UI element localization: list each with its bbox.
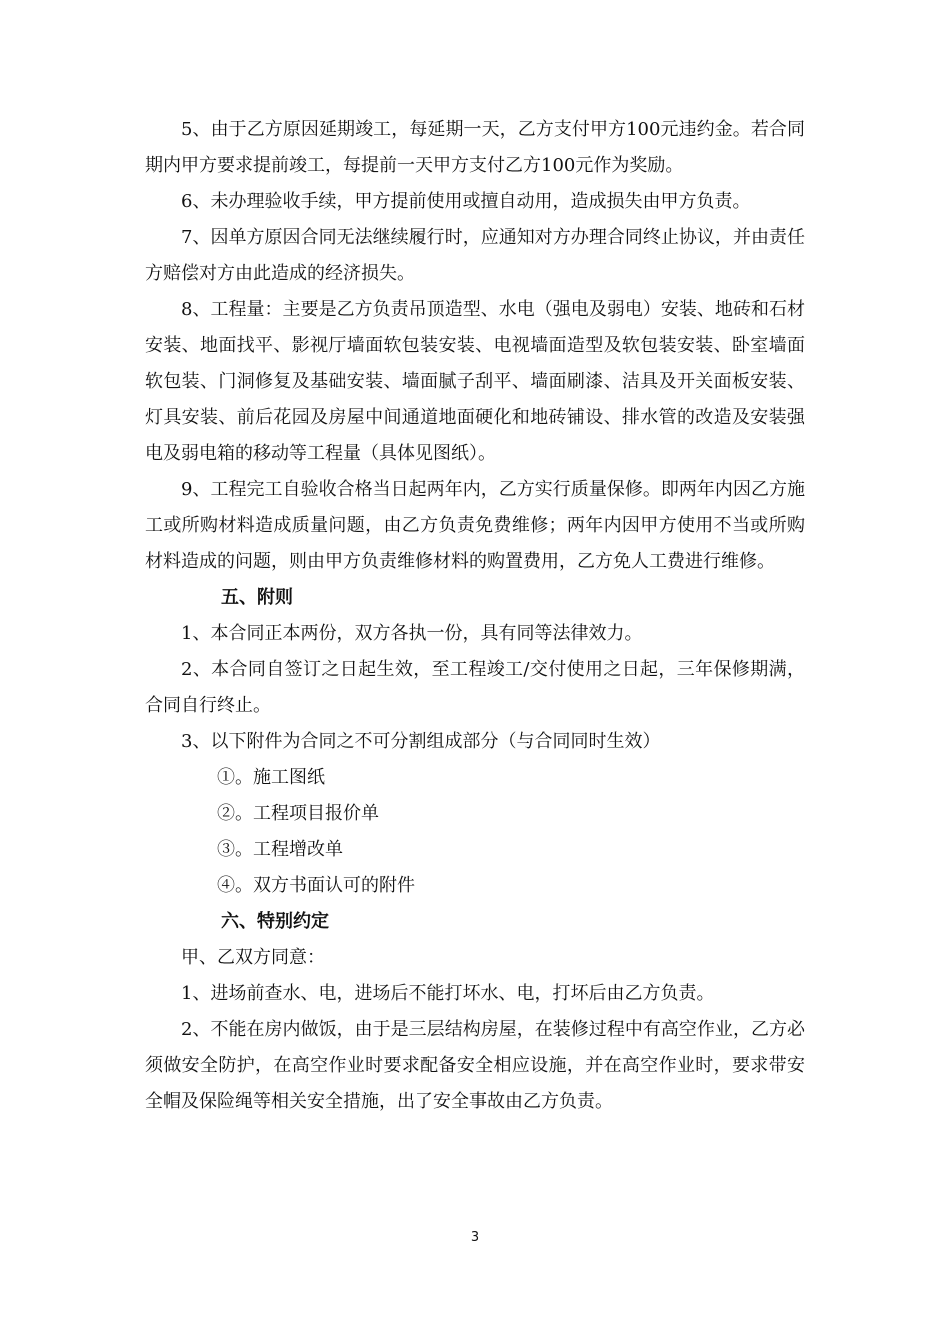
document-page <box>145 112 805 1120</box>
special-item-2: 2、不能在房内做饭，由于是三层结构房屋，在装修过程中有高空作业，乙方必须做安全防护，在高空作业时要求配备安全相应设施，并在高空作业时，要求带安全帽及保险绳等相关安全措施，出了安全事故由乙方负责。 <box>145 1019 805 1112</box>
clause-7: 7、因单方原因合同无法继续履行时，应通知对方办理合同终止协议，并由责任方赔偿对方由此造成的经济损失。 <box>145 227 805 284</box>
clause-6: 6、未办理验收手续，甲方提前使用或擅自动用，造成损失由甲方负责。 <box>181 191 751 212</box>
special-item-1: 1、进场前查水、电，进场后不能打坏水、电，打坏后由乙方负责。 <box>181 983 715 1004</box>
section-heading-special: 六、特别约定 <box>221 911 329 932</box>
attachment-item-3: ③。工程增改单 <box>217 839 343 860</box>
attachment-item-4: ④。双方书面认可的附件 <box>217 875 415 896</box>
appendix-item-1: 1、本合同正本两份，双方各执一份，具有同等法律效力。 <box>181 623 643 644</box>
page-number: 3 <box>470 1230 480 1245</box>
attachment-item-2: ②。工程项目报价单 <box>217 803 379 824</box>
special-intro: 甲、乙双方同意： <box>181 947 325 968</box>
appendix-item-2: 2、本合同自签订之日起生效，至工程竣工/交付使用之日起，三年保修期满，合同自行终止。 <box>145 659 805 716</box>
attachment-item-1: ①。施工图纸 <box>217 767 325 788</box>
clause-5: 5、由于乙方原因延期竣工，每延期一天，乙方支付甲方100元违约金。若合同期内甲方要求提前竣工，每提前一天甲方支付乙方100元作为奖励。 <box>145 119 805 176</box>
appendix-item-3: 3、以下附件为合同之不可分割组成部分（与合同同时生效） <box>181 731 661 752</box>
section-heading-appendix: 五、附则 <box>221 587 293 608</box>
clause-9: 9、工程完工自验收合格当日起两年内，乙方实行质量保修。即两年内因乙方施工或所购材料造成质量问题，由乙方负责免费维修；两年内因甲方使用不当或所购材料造成的问题，则由甲方负责维修材料的购置费用，乙方免人工费进行维修。 <box>145 479 805 572</box>
clause-8: 8、工程量：主要是乙方负责吊顶造型、水电（强电及弱电）安装、地砖和石材安装、地面找平、影视厅墙面软包装安装、电视墙面造型及软包装安装、卧室墙面软包装、门洞修复及基础安装、墙面腻子刮平、墙面刷漆、洁具及开关面板安装、灯具安装、前后花园及房屋中间通道地面硬化和地砖铺设、排水管的改造及安装强电及弱电箱的移动等工程量（具体见图纸）。 <box>145 299 805 464</box>
